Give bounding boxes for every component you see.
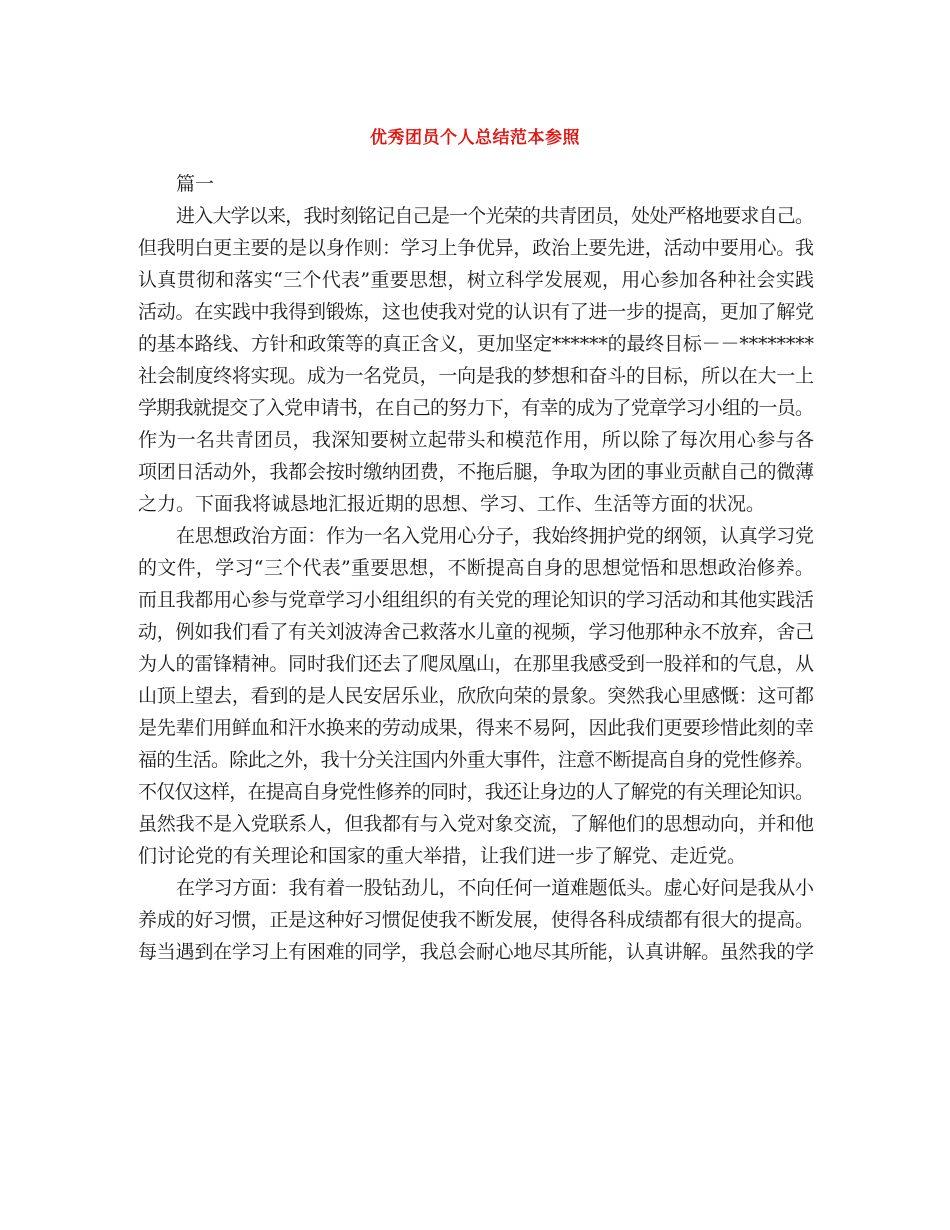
text-line: 认真贯彻和落实“三个代表”重要思想，树立科学发展观，用心参加各种社会实践 xyxy=(138,269,814,291)
text-line: 而且我都用心参与党章学习小组组织的有关党的理论知识的学习活动和其他实践活 xyxy=(138,589,814,611)
text-line: 虽然我不是入党联系人，但我都有与入党对象交流，了解他们的思想动向，并和他 xyxy=(138,813,814,835)
text-line: 活动。在实践中我得到锻炼，这也使我对党的认识有了进一步的提高，更加了解党 xyxy=(138,301,814,323)
document-title: 优秀团员个人总结范本参照 xyxy=(370,128,580,148)
text-line: 是先辈们用鲜血和汗水换来的劳动成果，得来不易阿，因此我们更要珍惜此刻的幸 xyxy=(138,717,814,739)
text-line: 篇一 xyxy=(176,173,215,195)
text-line: 但我明白更主要的是以身作则：学习上争优异，政治上要先进，活动中要用心。我 xyxy=(138,237,814,259)
document-body xyxy=(138,168,814,968)
text-line: 的文件，学习“三个代表”重要思想，不断提高自身的思想觉悟和思想政治修养。 xyxy=(138,557,814,579)
text-line: 在思想政治方面：作为一名入党用心分子，我始终拥护党的纲领，认真学习党 xyxy=(176,525,814,547)
text-line: 社会制度终将实现。成为一名党员，一向是我的梦想和奋斗的目标，所以在大一上 xyxy=(138,365,814,387)
text-line: 们讨论党的有关理论和国家的重大举措，让我们进一步了解党、走近党。 xyxy=(138,845,747,867)
text-line: 进入大学以来，我时刻铭记自己是一个光荣的共青团员，处处严格地要求自己。 xyxy=(176,205,814,227)
text-line: 山顶上望去，看到的是人民安居乐业，欣欣向荣的景象。突然我心里感慨：这可都 xyxy=(138,685,814,707)
text-line: 作为一名共青团员，我深知要树立起带头和模范作用，所以除了每次用心参与各 xyxy=(138,429,814,451)
text-line: 学期我就提交了入党申请书，在自己的努力下，有幸的成为了党章学习小组的一员。 xyxy=(138,397,814,419)
text-line: 为人的雷锋精神。同时我们还去了爬凤凰山，在那里我感受到一股祥和的气息，从 xyxy=(138,653,814,675)
text-line: 不仅仅这样，在提高自身党性修养的同时，我还让身边的人了解党的有关理论知识。 xyxy=(138,781,814,803)
text-line: 的基本路线、方针和政策等的真正含义，更加坚定******的最终目标－－******** xyxy=(138,333,814,355)
text-line: 在学习方面：我有着一股钻劲儿，不向任何一道难题低头。虚心好问是我从小 xyxy=(176,877,814,899)
text-line: 福的生活。除此之外，我十分关注国内外重大事件，注意不断提高自身的党性修养。 xyxy=(138,749,814,771)
text-line: 项团日活动外，我都会按时缴纳团费，不拖后腿，争取为团的事业贡献自己的微薄 xyxy=(138,461,814,483)
text-line: 每当遇到在学习上有困难的同学，我总会耐心地尽其所能，认真讲解。虽然我的学 xyxy=(138,941,814,963)
text-line: 之力。下面我将诚恳地汇报近期的思想、学习、工作、生活等方面的状况。 xyxy=(138,493,766,515)
text-line: 养成的好习惯，正是这种好习惯促使我不断发展，使得各科成绩都有很大的提高。 xyxy=(138,909,814,931)
text-line: 动，例如我们看了有关刘波涛舍己救落水儿童的视频，学习他那种永不放弃，舍己 xyxy=(138,621,814,643)
